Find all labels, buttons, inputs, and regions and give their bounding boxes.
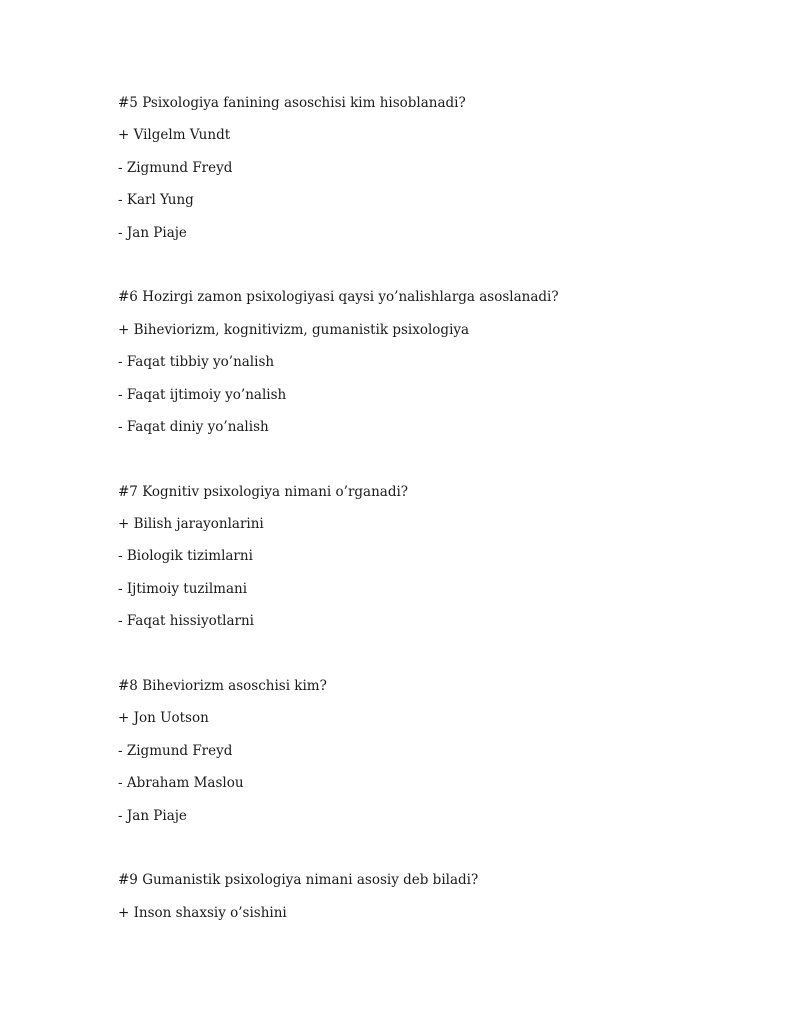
question-text: #6 Hozirgi zamon psixologiyasi qaysi yo’nalishlarga asoslanadi?	[118, 289, 559, 306]
answer-option: - Jan Piaje	[118, 807, 187, 824]
spacer	[118, 837, 738, 869]
question-text: #5 Psixologiya fanining asoschisi kim hisoblanadi?	[118, 95, 466, 111]
question-block	[118, 869, 738, 934]
spacer	[118, 448, 738, 480]
answer-option: + Biheviorizm, kognitivizm, gumanistik psixologiya	[118, 321, 470, 338]
spacer	[118, 254, 738, 286]
answer-option: - Faqat tibbiy yo’nalish	[118, 354, 275, 371]
answer-option: - Faqat ijtimoiy yo’nalish	[118, 386, 287, 403]
question-text: #9 Gumanistik psixologiya nimani asosiy deb biladi?	[118, 872, 479, 889]
answer-option: + Vilgelm Vundt	[118, 127, 231, 144]
question-block	[118, 286, 738, 448]
answer-option: + Bilish jarayonlarini	[118, 516, 264, 533]
answer-option: - Zigmund Freyd	[118, 159, 233, 176]
answer-option: - Karl Yung	[118, 192, 194, 209]
answer-option: - Jan Piaje	[118, 224, 187, 241]
answer-option: - Faqat hissiyotlarni	[118, 613, 254, 630]
question-text: #7 Kognitiv psixologiya nimani o’rganadi?	[118, 483, 409, 500]
quiz-content	[118, 92, 738, 934]
answer-option: + Inson shaxsiy o’sishini	[118, 904, 287, 921]
answer-option: + Jon Uotson	[118, 710, 209, 727]
question-block	[118, 675, 738, 837]
question-block	[118, 92, 738, 254]
answer-option: - Abraham Maslou	[118, 775, 244, 792]
question-text: #8 Biheviorizm asoschisi kim?	[118, 678, 327, 695]
answer-option: - Ijtimoiy tuzilmani	[118, 580, 248, 597]
spacer	[118, 643, 738, 675]
answer-option: - Faqat diniy yo’nalish	[118, 418, 269, 435]
answer-option: - Biologik tizimlarni	[118, 548, 253, 565]
question-block	[118, 481, 738, 643]
answer-option: - Zigmund Freyd	[118, 742, 233, 759]
